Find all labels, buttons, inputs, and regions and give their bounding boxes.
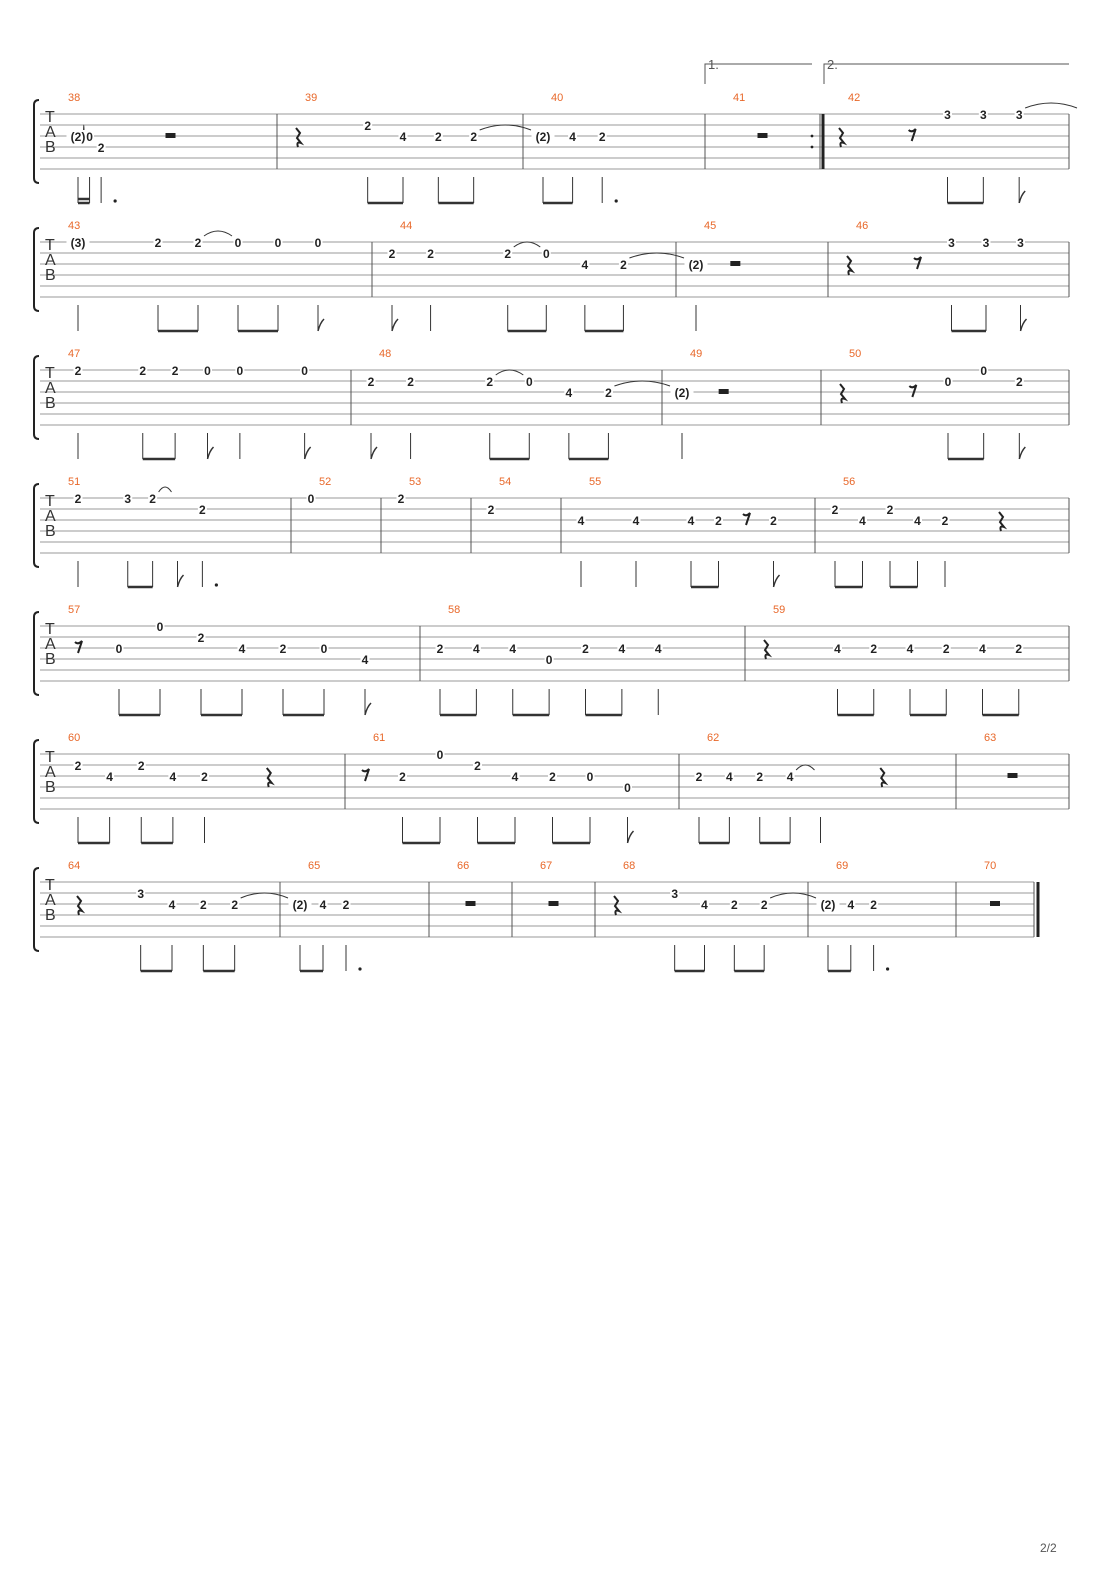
- fret-number: 2: [730, 898, 738, 912]
- tab-clef-letter: B: [45, 139, 56, 156]
- tab-clef-letter: T: [45, 877, 55, 894]
- tab-system: [34, 860, 1038, 971]
- fret-number: 0: [156, 620, 164, 634]
- measure-number: 62: [707, 732, 720, 744]
- fret-number: 4: [618, 642, 626, 656]
- system-bracket: [34, 100, 39, 183]
- fret-number: 2: [279, 642, 287, 656]
- dot: [114, 199, 117, 202]
- fret-number: 0: [314, 236, 322, 250]
- fret-number: 4: [632, 514, 640, 528]
- fret-number: 0: [436, 748, 444, 762]
- fret-number: 2: [941, 514, 949, 528]
- fret-number: 2: [1015, 642, 1023, 656]
- fret-number: (2): [535, 130, 551, 144]
- fret-number: 2: [620, 258, 627, 272]
- volta-bracket: [705, 64, 812, 84]
- fret-number: 2: [74, 364, 82, 378]
- tab-clef-letter: T: [45, 365, 55, 382]
- fret-number: 2: [399, 770, 406, 784]
- fret-number: 2: [486, 375, 494, 389]
- quarter-rest: [77, 896, 82, 915]
- tab-clef-letter: T: [45, 237, 55, 254]
- measure-number: 43: [68, 220, 81, 232]
- measure-number: 55: [589, 476, 602, 488]
- measure-number: 47: [68, 348, 81, 360]
- fret-number: 4: [509, 642, 517, 656]
- fret-number: 2: [74, 492, 82, 506]
- fret-number: 2: [760, 898, 768, 912]
- fret-number: 0: [274, 236, 282, 250]
- note-flag: [774, 575, 780, 587]
- repeat-dot: [811, 135, 814, 138]
- fret-number: 2: [756, 770, 764, 784]
- note-flag: [1021, 319, 1027, 331]
- fret-number: 2: [695, 770, 703, 784]
- fret-number: 4: [565, 386, 573, 400]
- half-rest: [990, 901, 1000, 906]
- tab-system: [34, 348, 1069, 459]
- fret-number: 4: [168, 898, 176, 912]
- measure-number: 51: [68, 476, 81, 488]
- quarter-rest: [999, 512, 1004, 531]
- measure-number: 46: [856, 220, 869, 232]
- fret-number: 2: [605, 386, 612, 400]
- tab-clef-letter: B: [45, 267, 56, 284]
- note-flag: [1019, 447, 1025, 459]
- fret-number: 3: [671, 887, 679, 901]
- dot: [215, 583, 218, 586]
- measure-number: 39: [305, 92, 318, 104]
- tie: [204, 231, 232, 236]
- half-rest: [730, 261, 740, 266]
- fret-number: 4: [169, 770, 177, 784]
- fret-number: 4: [701, 898, 708, 912]
- measure-number: 54: [499, 476, 512, 488]
- fret-number: 3: [948, 236, 955, 250]
- measure-number: 68: [623, 860, 636, 872]
- fret-number: 4: [511, 770, 519, 784]
- note-flag: [178, 575, 184, 587]
- tab-clef-letter: B: [45, 395, 56, 412]
- fret-number: 2: [74, 759, 82, 773]
- fret-number: 3: [944, 108, 951, 122]
- fret-number: 0: [115, 642, 123, 656]
- measure-number: 38: [68, 92, 81, 104]
- measure-number: 64: [68, 860, 81, 872]
- tab-system: [34, 476, 1069, 587]
- tab-clef-letter: A: [45, 380, 56, 397]
- fret-number: 2: [194, 236, 202, 250]
- fret-number: 0: [545, 653, 553, 667]
- note-flag: [305, 447, 311, 459]
- tie: [514, 242, 541, 247]
- quarter-rest: [847, 256, 852, 275]
- fret-number: (2): [820, 898, 836, 912]
- measure: [487, 476, 512, 517]
- fret-number: 0: [320, 642, 328, 656]
- measure-number: 66: [457, 860, 470, 872]
- note-flag: [392, 319, 398, 331]
- fret-number: 2: [231, 898, 239, 912]
- fret-number: 4: [687, 514, 695, 528]
- fret-number: 4: [577, 514, 585, 528]
- fret-number: 2: [715, 514, 722, 528]
- tab-clef-letter: T: [45, 749, 55, 766]
- fret-number: 0: [301, 364, 308, 378]
- measure-number: 67: [540, 860, 553, 872]
- fret-number: 4: [399, 130, 407, 144]
- measure-number: 40: [551, 92, 564, 104]
- tab-clef-letter: A: [45, 252, 56, 269]
- tab-clef-letter: T: [45, 109, 55, 126]
- fret-number: 2: [197, 631, 205, 645]
- fret-number: 2: [886, 503, 894, 517]
- fret-number: 2: [397, 492, 405, 506]
- fret-number: (3): [70, 236, 86, 250]
- page-number: 2/2: [1040, 1541, 1057, 1555]
- measure-number: 57: [68, 604, 81, 616]
- system-bracket: [34, 484, 39, 567]
- measure-number: 44: [400, 220, 413, 232]
- system-bracket: [34, 228, 39, 311]
- fret-number: 2: [342, 898, 350, 912]
- half-rest: [1008, 773, 1018, 778]
- fret-number: 2: [504, 247, 512, 261]
- fret-number: 2: [474, 759, 481, 773]
- system-bracket: [34, 740, 39, 823]
- fret-number: 4: [726, 770, 733, 784]
- fret-number: 4: [906, 642, 914, 656]
- measure-number: 61: [373, 732, 386, 744]
- measure: [984, 732, 1018, 778]
- quarter-rest: [839, 128, 844, 147]
- fret-number: 2: [199, 503, 206, 517]
- fret-number: 4: [581, 258, 589, 272]
- fret-number: 4: [979, 642, 986, 656]
- half-rest: [758, 133, 768, 138]
- quarter-rest: [614, 896, 619, 915]
- half-rest: [166, 133, 176, 138]
- measure: [307, 476, 332, 506]
- dot: [886, 967, 889, 970]
- tie: [770, 893, 816, 898]
- tie: [241, 893, 288, 898]
- quarter-rest: [764, 640, 769, 659]
- fret-number: 0: [586, 770, 594, 784]
- fret-number: 2: [388, 247, 396, 261]
- fret-number: 2: [149, 492, 156, 506]
- fret-number: (2): [70, 130, 86, 144]
- fret-number: 2: [1015, 375, 1023, 389]
- eighth-rest: [909, 385, 916, 397]
- quarter-rest: [296, 128, 301, 147]
- fret-number: 2: [201, 770, 208, 784]
- tab-clef-letter: A: [45, 892, 56, 909]
- tab-system: [34, 220, 1069, 331]
- note-flag: [628, 831, 634, 843]
- half-rest: [549, 901, 559, 906]
- fret-number: 4: [106, 770, 113, 784]
- fret-number: 2: [470, 130, 478, 144]
- volta-label: 2.: [827, 57, 838, 72]
- fret-number: 0: [944, 375, 952, 389]
- tab-system: [34, 732, 1069, 843]
- fret-number: 2: [171, 364, 179, 378]
- eighth-rest: [909, 129, 916, 141]
- fret-number: 2: [97, 141, 105, 155]
- fret-number: 2: [942, 642, 950, 656]
- tab-system: [34, 604, 1069, 715]
- fret-number: 0: [307, 492, 315, 506]
- measure-number: 42: [848, 92, 861, 104]
- fret-number: 3: [124, 492, 132, 506]
- tab-clef-letter: B: [45, 779, 56, 796]
- fret-number: 4: [473, 642, 480, 656]
- fret-number: 0: [542, 247, 550, 261]
- measure-number: 58: [448, 604, 461, 616]
- fret-number: 2: [770, 514, 777, 528]
- tab-system: [34, 57, 1077, 203]
- fret-number: 2: [137, 759, 145, 773]
- note-flag: [1019, 191, 1025, 203]
- fret-number: 2: [598, 130, 606, 144]
- tab-clef-letter: T: [45, 493, 55, 510]
- fret-number: 2: [436, 642, 444, 656]
- fret-number: 2: [407, 375, 414, 389]
- quarter-rest: [840, 384, 845, 403]
- fret-number: 3: [979, 108, 987, 122]
- measure-number: 60: [68, 732, 81, 744]
- eighth-rest: [743, 513, 750, 525]
- fret-number: 2: [487, 503, 495, 517]
- note-flag: [365, 703, 371, 715]
- fret-number: 2: [154, 236, 162, 250]
- measure-number: 52: [319, 476, 332, 488]
- tie: [1025, 103, 1077, 108]
- fret-number: 0: [204, 364, 211, 378]
- measure-number: 65: [308, 860, 321, 872]
- tab-clef-letter: B: [45, 907, 56, 924]
- tie: [496, 370, 524, 375]
- fret-number: 2: [199, 898, 207, 912]
- measure: [733, 92, 768, 138]
- tie: [159, 487, 172, 492]
- measure-number: 53: [409, 476, 422, 488]
- volta-bracket: [824, 64, 1069, 84]
- fret-number: 3: [1017, 236, 1024, 250]
- measure-number: 69: [836, 860, 849, 872]
- measure-number: 63: [984, 732, 997, 744]
- fret-number: 3: [1015, 108, 1023, 122]
- measure-number: 48: [379, 348, 392, 360]
- system-bracket: [34, 356, 39, 439]
- fret-number: 3: [137, 887, 145, 901]
- measure-number: 45: [704, 220, 717, 232]
- fret-number: (2): [292, 898, 308, 912]
- tab-clef-letter: A: [45, 508, 56, 525]
- fret-number: 0: [980, 364, 988, 378]
- measure: [457, 860, 476, 906]
- fret-number: 2: [831, 503, 839, 517]
- eighth-rest: [914, 257, 921, 269]
- eighth-rest: [362, 769, 369, 781]
- measure-number: 41: [733, 92, 746, 104]
- fret-number: (2): [674, 386, 690, 400]
- fret-number: 4: [914, 514, 921, 528]
- system-bracket: [34, 612, 39, 695]
- measure-number: 56: [843, 476, 856, 488]
- system-bracket: [34, 868, 39, 951]
- fret-number: 4: [319, 898, 327, 912]
- tab-clef-letter: B: [45, 523, 56, 540]
- fret-number: 4: [361, 653, 369, 667]
- fret-number: 2: [870, 642, 878, 656]
- tie: [796, 765, 814, 770]
- fret-number: 4: [654, 642, 662, 656]
- fret-number: 2: [139, 364, 147, 378]
- fret-number: 0: [234, 236, 242, 250]
- half-rest: [466, 901, 476, 906]
- dot: [358, 967, 361, 970]
- tab-clef-letter: A: [45, 764, 56, 781]
- measure: [540, 860, 559, 906]
- fret-number: 0: [86, 130, 93, 144]
- fret-number: 4: [847, 898, 855, 912]
- quarter-rest: [880, 768, 885, 787]
- eighth-rest: [75, 641, 82, 653]
- fret-number: 2: [427, 247, 434, 261]
- note-flag: [208, 447, 214, 459]
- measure-number: 59: [773, 604, 786, 616]
- measure-number: 70: [984, 860, 997, 872]
- fret-number: 2: [364, 119, 372, 133]
- fret-number: 2: [367, 375, 375, 389]
- fret-number: (2): [688, 258, 704, 272]
- fret-number: 0: [236, 364, 244, 378]
- fret-number: 4: [834, 642, 841, 656]
- tab-clef-letter: A: [45, 124, 56, 141]
- repeat-dot: [811, 146, 814, 149]
- quarter-rest: [267, 768, 272, 787]
- dot: [615, 199, 618, 202]
- fret-number: 3: [982, 236, 990, 250]
- tab-clef-letter: A: [45, 636, 56, 653]
- fret-number: 0: [624, 781, 631, 795]
- tab-clef-letter: B: [45, 651, 56, 668]
- measure: [984, 860, 1000, 906]
- fret-number: 0: [525, 375, 533, 389]
- fret-number: 2: [870, 898, 877, 912]
- half-rest: [719, 389, 729, 394]
- fret-number: 2: [434, 130, 442, 144]
- tab-clef-letter: T: [45, 621, 55, 638]
- fret-number: 2: [549, 770, 556, 784]
- volta-label: 1.: [708, 57, 719, 72]
- measure: [397, 476, 422, 506]
- fret-number: 4: [238, 642, 246, 656]
- fret-number: 4: [859, 514, 866, 528]
- measure-number: 49: [690, 348, 703, 360]
- note-flag: [318, 319, 324, 331]
- measure-number: 50: [849, 348, 862, 360]
- fret-number: 4: [569, 130, 576, 144]
- fret-number: 4: [786, 770, 794, 784]
- fret-number: 2: [582, 642, 589, 656]
- note-flag: [371, 447, 377, 459]
